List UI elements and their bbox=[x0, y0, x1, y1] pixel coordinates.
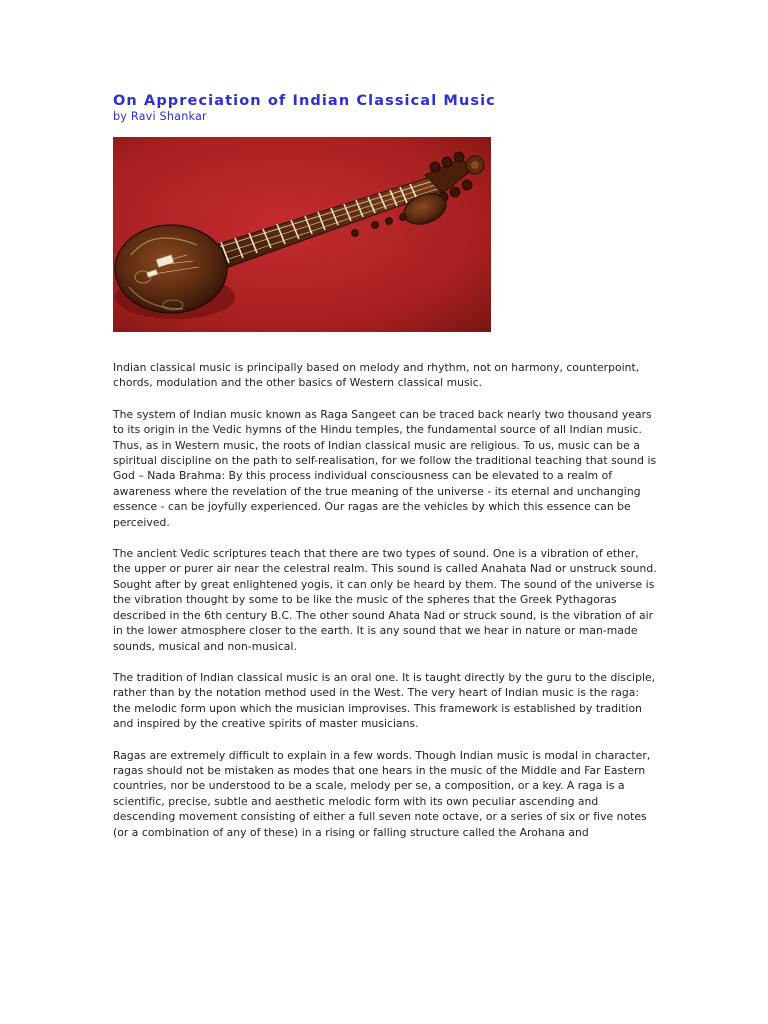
paragraph: The ancient Vedic scriptures teach that there are two types of sound. One is a vibration of ether, the upper or purer air near the celestral realm. This sound is called Anahata Nad or unstruck sound. Sought after by great enlightened yogis, it can only be heard by them. The sound of the universe is the vibration thought by some to be like the music of the spheres that the Greek Pythagoras described in the 6th century B.C. The other sound Ahata Nad or struck sound, is the vibration of air in the lower atmosphere closer to the earth. It is any sound that we hear in nature or man-made sounds, musical and non-musical. bbox=[113, 547, 657, 653]
sitar-gourd bbox=[115, 225, 227, 313]
paragraph: Ragas are extremely difficult to explain in a few words. Though Indian music is modal in character, ragas should not be mistaken as modes that one hears in the music of the Middle and Far Eastern countries, nor be understood to be a scale, melody per se, a composition, or a key. A raga is a scientific, precise, subtle and aesthetic melodic form with its own peculiar ascending and descending movement consisting of either a full seven note octave, or a series of six or five notes (or a combination of any of these) in a rising or falling structure called the Arohana and bbox=[113, 748, 651, 839]
author-byline: by Ravi Shankar bbox=[113, 110, 207, 123]
document-page bbox=[113, 92, 658, 856]
paragraph: The tradition of Indian classical music is an oral one. It is taught directly by the guru to the disciple, rather than by the notation method used in the West. The very heart of Indian music is the raga: the melodic form upon which the musician improvises. This framework is established by tradition and inspired by the creative spirits of master musicians. bbox=[113, 670, 656, 731]
paragraph: The system of Indian music known as Raga Sangeet can be traced back nearly two thousand years to its origin in the Vedic hymns of the Hindu temples, the fundamental source of all Indian music. Thus, as in Western music, the roots of Indian classical music are religious. To us, music can be a spiritual discipline on the path to self-realisation, for we follow the traditional teaching that sound is God – Nada Brahma: By this process individual consciousness can be elevated to a realm of awareness where the revelation of the true meaning of the universe - its eternal and unchanging essence - can be joyfully experienced. Our ragas are the vehicles by which this essence can be perceived. bbox=[113, 407, 657, 529]
sitar-photo bbox=[113, 137, 491, 332]
article-body bbox=[113, 360, 658, 840]
paragraph: Indian classical music is principally based on melody and rhythm, not on harmony, counterpoint, chords, modulation and the other basics of Western classical music. bbox=[113, 361, 640, 390]
document-title: On Appreciation of Indian Classical Music bbox=[113, 93, 496, 109]
